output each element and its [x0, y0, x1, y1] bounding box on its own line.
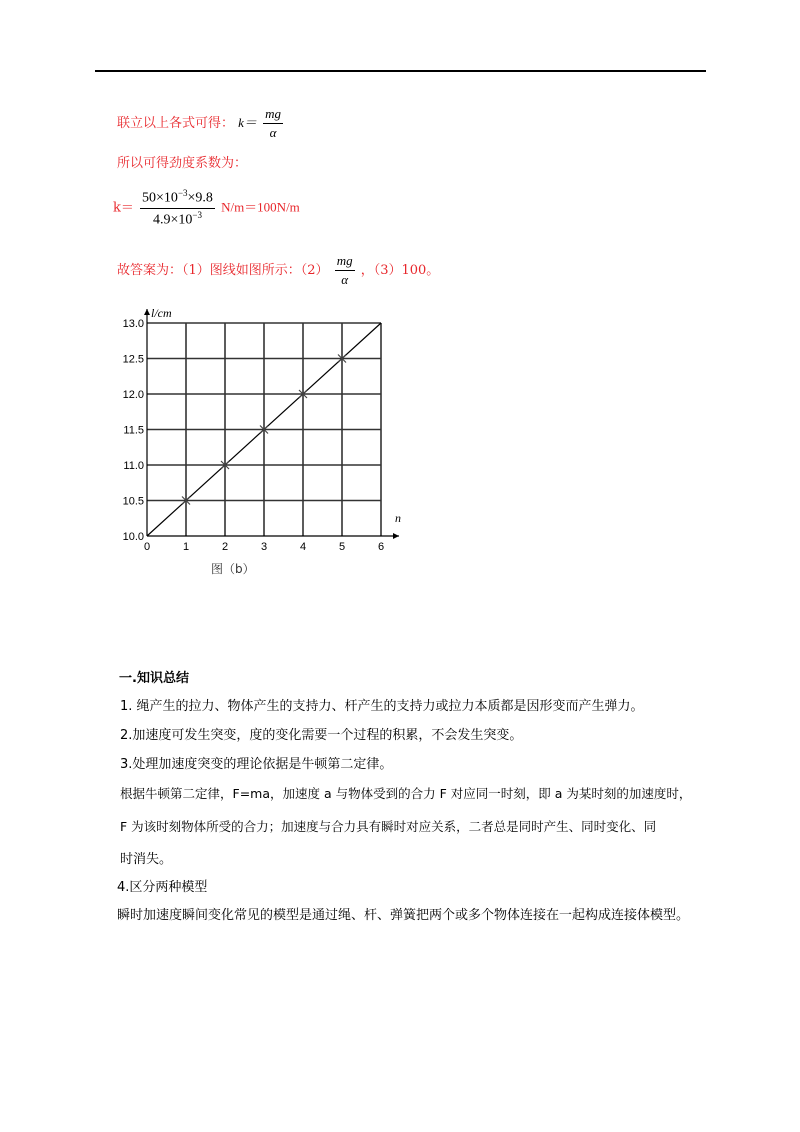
fraction-denominator: α — [341, 272, 349, 287]
fraction-numerator: mg — [335, 253, 355, 271]
length-vs-n-chart — [110, 300, 410, 585]
formula-result: N/m＝100N/m — [221, 199, 300, 215]
x-tick-label: 5 — [338, 541, 346, 553]
fraction-denominator: α — [269, 125, 277, 140]
paragraph-4b: F 为该时刻物体所受的合力；加速度与合力具有瞬时对应关系，二者总是同时产生、同时变化、同 — [120, 819, 657, 834]
formula-lhs: k＝ — [238, 115, 257, 130]
x-tick-label: 6 — [377, 541, 385, 553]
answer-prefix: 故答案为：（1）图线如图所示：（2） — [117, 263, 329, 278]
solution-line-4 — [117, 253, 439, 288]
solution-line-1 — [117, 106, 285, 141]
paragraph-4a: 根据牛顿第二定律，F=ma，加速度 a 与物体受到的合力 F 对应同一时刻，即 a 为某时刻的加速度时， — [120, 786, 692, 801]
paragraph-3: 3.处理加速度突变的理论依据是牛顿第二定律。 — [120, 757, 393, 772]
y-tick-label: 10.0 — [122, 531, 144, 543]
answer-suffix: ，（3）100。 — [360, 263, 440, 278]
paragraph-6: 瞬时加速度瞬间变化常见的模型是通过绳、杆、弹簧把两个或多个物体连接在一起构成连接体模型。 — [117, 908, 690, 923]
solution-text: 联立以上各式可得： — [117, 116, 235, 131]
y-tick-label: 12.0 — [122, 389, 144, 401]
x-axis-label: n — [395, 511, 401, 525]
x-tick-label: 4 — [299, 541, 307, 553]
x-tick-label: 3 — [260, 541, 268, 553]
solution-line-3 — [113, 188, 300, 228]
y-axis-label: l/cm — [151, 306, 172, 320]
x-axis-arrow — [393, 533, 399, 539]
fraction-denominator: $4.9\times 10^{-3}$ — [152, 209, 202, 228]
fraction-numerator: mg — [263, 106, 283, 124]
paragraph-4c: 时消失。 — [120, 852, 173, 867]
chart-caption: 图（b） — [210, 562, 255, 576]
y-tick-label: 13.0 — [122, 318, 144, 330]
paragraph-2: 2.加速度可发生突变，度的变化需要一个过程的积累，不会发生突变。 — [120, 728, 523, 743]
paragraph-5: 4.区分两种模型 — [117, 880, 208, 895]
formula-fraction — [263, 106, 283, 141]
x-tick-label: 2 — [221, 541, 229, 553]
y-tick-label: 11.0 — [123, 460, 144, 472]
y-axis-arrow — [144, 309, 150, 315]
y-tick-label: 10.5 — [122, 495, 144, 508]
fraction-numerator: $50\times 10^{-3}\times 9.8$ — [140, 188, 215, 209]
formula-fraction — [335, 253, 355, 288]
y-tick-label: 11.5 — [123, 424, 144, 437]
x-tick-label: 1 — [182, 541, 190, 553]
solution-line-2: 所以可得劲度系数为： — [117, 156, 248, 171]
header-rule — [95, 70, 706, 72]
y-tick-label: 12.5 — [122, 353, 144, 366]
section-heading: 一.知识总结 — [119, 671, 189, 686]
x-tick-label: 0 — [143, 541, 151, 553]
paragraph-1: 1. 绳产生的拉力、物体产生的支持力、杆产生的支持力或拉力本质都是因形变而产生弹力。 — [120, 699, 644, 714]
formula-lhs: k＝ — [113, 200, 134, 216]
formula-fraction — [140, 188, 215, 228]
